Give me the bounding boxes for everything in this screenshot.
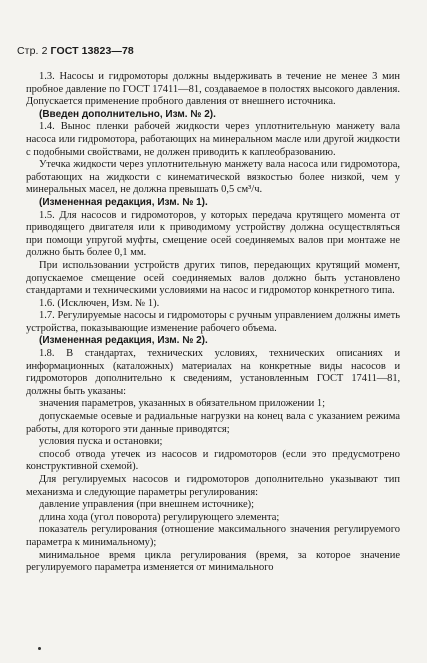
list-item: минимальное время цикла регулирования (время, за которое значение регулируемого параметра изменяется от минимального [26,549,400,574]
list-item: способ отвода утечек из насосов и гидромоторов (если это предусмотрено конструктивной схемой). [26,448,400,473]
edition-note: (Введен дополнительно, Изм. № 2). [39,108,216,120]
list-item: допускаемые осевые и радиальные нагрузки на конец вала с указанием режима работы, для которого эти данные приводятся; [26,411,400,435]
list-item: значения параметров, указанных в обязательном приложении 1; [39,398,326,410]
paragraph-1-7: 1.7. Регулируемые насосы и гидромоторы с ручным управлением должны иметь устройства, показывающие изменение рабочего объема. [26,310,400,334]
paragraph-leakage: Утечка жидкости через уплотнительную манжету вала насоса или гидромотора, работающих на жидкости с кинематической вязкостью более низкой, чем у минеральных масел, не должна превышать 0,5 см³/ч. [26,159,400,196]
paragraph-1-6: 1.6. (Исключен, Изм. № 1). [39,297,160,309]
edition-note: (Измененная редакция, Изм. № 1). [39,196,208,208]
edition-note: (Измененная редакция, Изм. № 2). [39,335,208,347]
paragraph-other-devices: При использовании устройств других типов, передающих крутящий момент, допускаемое смещение осей соединяемых валов должно быть установлено стандартами и техническими условиями на насос и гидромотор конкретного типа. [26,259,400,297]
page-header [17,45,134,57]
list-item: показатель регулирования (отношение максимального значения регулируемого параметра к минимальному); [26,524,400,548]
list-item: условия пуска и остановки; [39,436,163,448]
paragraph-1-5: 1.5. Для насосов и гидромоторов, у которых передача крутящего момента от приводящего двигателя или к приводимому устройству должна осуществляться при помощи упругой муфты, смещение осей соединяемых валов при монтаже не должно быть более 0,1 мм. [26,209,400,259]
body-text [26,71,400,575]
list-item: давление управления (при внешнем источнике); [39,499,255,511]
standard-number: ГОСТ 13823—78 [50,45,134,57]
paragraph-1-4: 1.4. Вынос пленки рабочей жидкости через уплотнительную манжету вала насоса или гидромотора, работающих на минеральном масле или другой жидкости с подобными свойствами, не должен приводить к каплеобразованию. [26,121,400,158]
list-item: длина хода (угол поворота) регулирующего элемента; [39,511,280,523]
paragraph-1-8: 1.8. В стандартах, технических условиях, технических описаниях и информационных (каталожных) материалах на конкретные виды насосов и гидромоторов дополнительно к сведениям, установленным ГОСТ 17411—81, должны быть указаны: [26,348,400,397]
paragraph-regulated: Для регулируемых насосов и гидромоторов дополнительно указывают тип механизма и следующие параметры регулирования: [26,474,400,498]
paragraph-1-3: 1.3. Насосы и гидромоторы должны выдерживать в течение не менее 3 мин пробное давление по ГОСТ 17411—81, создаваемое в полостях высокого давления. Допускается применение пробного давления от внешнего источника. [26,71,400,108]
page-number: Стр. 2 [17,45,48,57]
print-mark [38,647,41,650]
